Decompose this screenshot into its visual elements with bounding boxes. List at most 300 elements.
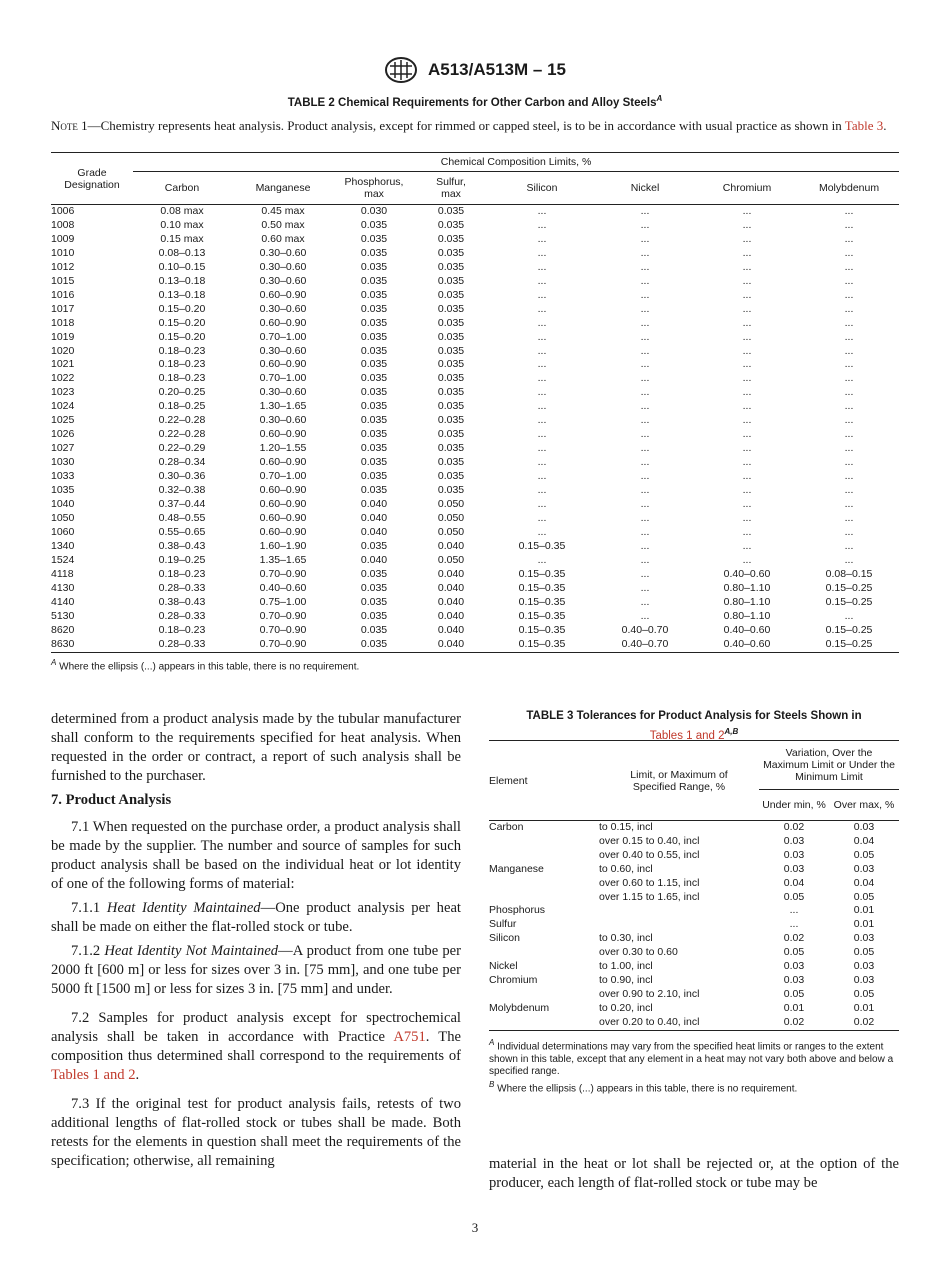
table-cell: 1030: [51, 456, 75, 469]
table-cell: ...: [537, 358, 547, 371]
table-cell: 0.15 max: [160, 232, 204, 245]
table-cell: to 0.15, incl: [599, 821, 653, 833]
astm-logo-icon: [384, 56, 418, 84]
table-cell: 0.03: [783, 834, 805, 847]
table-cell: 0.035: [360, 581, 388, 594]
table-cell: 0.05: [783, 890, 805, 903]
table-cell: ...: [537, 372, 547, 385]
table-cell: 0.40–0.60: [723, 623, 771, 636]
link-a751[interactable]: A751: [393, 1029, 426, 1045]
table-cell: 0.15–0.35: [518, 595, 566, 608]
table-cell: ...: [844, 316, 854, 329]
table-row: [51, 275, 899, 289]
table-row: [489, 891, 899, 905]
t3-foot-a-mark: A: [489, 1038, 495, 1047]
table-row: [51, 414, 899, 428]
table-cell: 0.20–0.25: [158, 386, 206, 399]
table-cell: 0.035: [360, 567, 388, 580]
table-cell: ...: [537, 511, 547, 524]
table-cell: 1524: [51, 553, 75, 566]
table-cell: [489, 891, 599, 905]
table-cell: 0.08–0.15: [825, 567, 873, 580]
table-cell: 0.30–0.60: [259, 246, 307, 259]
table-cell: ...: [640, 456, 650, 469]
table-cell: ...: [537, 205, 547, 217]
table-cell: [489, 877, 599, 891]
table-cell: ...: [537, 260, 547, 273]
table-cell: 0.15–0.20: [158, 302, 206, 315]
table-cell: over 1.15 to 1.65, incl: [599, 890, 700, 903]
table-cell: 0.05: [853, 946, 875, 959]
table-cell: ...: [742, 274, 752, 287]
table-row: [489, 877, 899, 891]
table-row: [489, 863, 899, 877]
table-cell: 0.18–0.23: [158, 372, 206, 385]
table-cell: 1035: [51, 484, 75, 497]
t3-foot-a-text: Individual determinations may vary from the specified heat limits or ranges to the extent shown in this table, except that any element in a heat may not vary both above and below a specified range.: [489, 1041, 894, 1078]
left-column: [51, 710, 461, 1176]
table-cell: ...: [640, 288, 650, 301]
table-cell: 0.60–0.90: [259, 288, 307, 301]
table-cell: 0.15–0.20: [158, 330, 206, 343]
table-cell: 0.60–0.90: [259, 511, 307, 524]
table-cell: 1021: [51, 358, 75, 371]
table-cell: 0.70–1.00: [259, 470, 307, 483]
table-cell: 0.01: [853, 918, 875, 931]
table-cell: 1012: [51, 260, 75, 273]
table-row: [51, 456, 899, 470]
table-cell: 0.28–0.33: [133, 638, 231, 652]
table-cell: ...: [640, 260, 650, 273]
table-cell: ...: [742, 218, 752, 231]
table-cell: ...: [640, 372, 650, 385]
table-cell: 0.035: [360, 456, 388, 469]
table-cell: 0.32–0.38: [158, 484, 206, 497]
table-row: [51, 219, 899, 233]
table-cell: 0.035: [360, 470, 388, 483]
table-row: [51, 345, 899, 359]
table-cell: 1006: [51, 205, 75, 217]
table-cell: ...: [742, 330, 752, 343]
table-row: [489, 932, 899, 946]
table-row: [489, 821, 899, 835]
table-cell: 0.035: [437, 386, 465, 399]
table-row: [489, 974, 899, 988]
table-cell: ...: [640, 205, 650, 217]
table-cell: 0.02: [829, 1016, 899, 1030]
col-sulfur: Sulfur, max: [413, 172, 489, 205]
table-cell: 0.035: [437, 274, 465, 287]
table-cell: [489, 835, 599, 849]
table-cell: ...: [844, 274, 854, 287]
table-cell: 1019: [51, 330, 75, 343]
table-cell: 0.035: [437, 232, 465, 245]
table-cell: 0.03: [783, 862, 805, 875]
table-row: [489, 1002, 899, 1016]
table-cell: 0.18–0.23: [158, 344, 206, 357]
table-cell: 0.10 max: [160, 218, 204, 231]
table-cell: ...: [537, 456, 547, 469]
table-cell: 0.035: [360, 344, 388, 357]
table-cell: 0.30–0.60: [259, 344, 307, 357]
table-cell: 0.50 max: [261, 218, 305, 231]
table-row: [489, 946, 899, 960]
table-cell: 1025: [51, 414, 75, 427]
table-row: [51, 638, 899, 652]
table-cell: 0.30–0.60: [259, 274, 307, 287]
table-cell: 0.035: [437, 470, 465, 483]
table3-title: [489, 709, 899, 744]
paragraph-7-1: 7.1 When requested on the purchase order, a product analysis shall be made by the supplier. The number and source of samples for such product analysis shall be based on the individual heat or lot identity of one of the following forms of material:: [51, 819, 461, 892]
table-cell: ...: [742, 400, 752, 413]
table-cell: ...: [742, 372, 752, 385]
table-row: [51, 261, 899, 275]
table-cell: 0.035: [360, 484, 388, 497]
table-cell: 0.15–0.25: [825, 581, 873, 594]
table-cell: ...: [844, 400, 854, 413]
table-cell: 0.03: [853, 973, 875, 986]
table-cell: 0.02: [783, 821, 805, 833]
table-cell: 0.035: [360, 246, 388, 259]
table-cell: ...: [844, 288, 854, 301]
table-cell: 0.04: [853, 834, 875, 847]
table-cell: 0.03: [783, 973, 805, 986]
table-cell: 0.03: [853, 932, 875, 945]
table-cell: 0.05: [783, 987, 805, 1000]
table-cell: 0.60–0.90: [259, 525, 307, 538]
table-cell: 0.035: [437, 456, 465, 469]
table-cell: 0.035: [437, 442, 465, 455]
table-cell: Molybdenum: [489, 1001, 550, 1014]
t3-foot-b-text: Where the ellipsis (...) appears in this table, there is no requirement.: [497, 1083, 798, 1095]
table3: [489, 740, 899, 1031]
table-cell: 0.035: [360, 232, 388, 245]
table-cell: 0.22–0.28: [158, 414, 206, 427]
table-cell: 0.28–0.34: [158, 456, 206, 469]
table-cell: ...: [640, 470, 650, 483]
table-cell: 0.60 max: [261, 232, 305, 245]
t3-foot-b-mark: B: [489, 1079, 495, 1089]
table-cell: 0.60–0.90: [259, 456, 307, 469]
table-cell: ...: [537, 386, 547, 399]
table-cell: ...: [537, 330, 547, 343]
table-cell: ...: [742, 288, 752, 301]
table-cell: ...: [789, 904, 799, 917]
table-cell: 0.040: [437, 623, 465, 636]
table-cell: ...: [640, 218, 650, 231]
table-cell: ...: [742, 358, 752, 371]
table-row: [51, 358, 899, 372]
table-row: [51, 428, 899, 442]
t3-footnote-b: [489, 1079, 899, 1096]
table-cell: ...: [742, 498, 752, 511]
table-cell: ...: [640, 511, 650, 524]
table-cell: ...: [640, 498, 650, 511]
table-cell: ...: [640, 567, 650, 580]
table-row: [51, 470, 899, 484]
table-cell: ...: [742, 553, 752, 566]
col-nickel: Nickel: [595, 172, 695, 205]
table-cell: 0.30–0.60: [259, 414, 307, 427]
table-cell: 0.22–0.28: [158, 428, 206, 441]
table-cell: 0.18–0.25: [158, 400, 206, 413]
col-chromium: Chromium: [695, 172, 799, 205]
table-cell: ...: [537, 232, 547, 245]
table3-title-link[interactable]: Tables 1 and 2: [649, 729, 725, 742]
table-cell: ...: [640, 414, 650, 427]
table-cell: ...: [537, 484, 547, 497]
table-cell: ...: [742, 344, 752, 357]
table-row: [489, 904, 899, 918]
table-row: [51, 624, 899, 638]
footnote-text: Where the ellipsis (...) appears in this table, there is no requirement.: [59, 661, 360, 673]
table-cell: ...: [844, 456, 854, 469]
table-cell: 1.60–1.90: [259, 539, 307, 552]
table-cell: 0.08–0.13: [158, 246, 206, 259]
paragraph-7-3: 7.3 If the original test for product analysis fails, retests of two additional lengths of flat-rolled stock or tubes shall be made. Both retests for the elements in question shall meet the requirements of the specification; otherwise, all remaining: [51, 1096, 461, 1169]
table-cell: ...: [640, 386, 650, 399]
text-7-2-b: . The composition thus determined shall correspond to the requirements of: [51, 1029, 461, 1064]
table-cell: 0.03: [853, 960, 875, 973]
table-cell: ...: [742, 511, 752, 524]
table-cell: 0.035: [360, 386, 388, 399]
table-row: [51, 596, 899, 610]
table-cell: 0.15–0.35: [518, 623, 566, 636]
table-cell: ...: [789, 918, 799, 931]
table-cell: 1017: [51, 302, 75, 315]
table-cell: to 0.90, incl: [599, 973, 653, 986]
table-cell: ...: [640, 442, 650, 455]
table-cell: 0.15–0.35: [518, 539, 566, 552]
table-cell: 0.08 max: [160, 205, 204, 217]
table-cell: 0.035: [360, 358, 388, 371]
table-cell: 0.035: [437, 330, 465, 343]
table-cell: ...: [844, 218, 854, 231]
table-cell: [599, 918, 759, 932]
table-cell: ...: [844, 414, 854, 427]
table-row: [51, 526, 899, 540]
table-row: [51, 205, 899, 219]
note-end: .: [883, 118, 887, 133]
table-cell: to 0.60, incl: [599, 862, 653, 875]
table-cell: ...: [844, 442, 854, 455]
table-cell: Silicon: [489, 932, 520, 945]
table-cell: 0.050: [437, 511, 465, 524]
table-cell: to 1.00, incl: [599, 960, 653, 973]
table-cell: ...: [537, 218, 547, 231]
table-cell: 0.30–0.60: [259, 386, 307, 399]
table-cell: 0.035: [437, 400, 465, 413]
table-cell: [489, 849, 599, 863]
table-cell: 0.18–0.23: [158, 623, 206, 636]
table-row: [51, 317, 899, 331]
table-cell: 1020: [51, 344, 75, 357]
table-cell: [489, 946, 599, 960]
table-row: [51, 610, 899, 624]
table-row: [51, 386, 899, 400]
table-cell: 1009: [51, 232, 75, 245]
table-cell: ...: [742, 456, 752, 469]
table-cell: [599, 904, 759, 918]
table-cell: 0.15–0.20: [158, 316, 206, 329]
table2-footnote: [51, 658, 359, 672]
table-row: [489, 918, 899, 932]
table-row: [51, 331, 899, 345]
table-cell: 8630: [51, 638, 133, 652]
table-cell: ...: [640, 400, 650, 413]
table-row: [51, 540, 899, 554]
table-cell: ...: [537, 316, 547, 329]
table-cell: 0.035: [360, 623, 388, 636]
table-cell: 0.13–0.18: [158, 288, 206, 301]
header-composition: Chemical Composition Limits, %: [133, 153, 899, 172]
table-cell: ...: [640, 525, 650, 538]
paragraph-continued: determined from a product analysis made by the tubular manufacturer shall conform to the requirements specified for heat analysis. When requested in the order or contract, a report of such analysis shall be furnished to the purchaser.: [51, 711, 461, 784]
table-cell: 0.035: [437, 246, 465, 259]
table-cell: 0.02: [759, 1016, 829, 1030]
table-cell: 0.15–0.25: [825, 595, 873, 608]
table-cell: ...: [537, 274, 547, 287]
table-cell: 1024: [51, 400, 75, 413]
table-cell: ...: [640, 316, 650, 329]
em-7-1-1: Heat Identity Maintained: [106, 900, 261, 916]
paragraph-7-2: [51, 1009, 461, 1085]
t3-header-variation: Variation, Over the Maximum Limit or Under the Minimum Limit: [759, 741, 899, 790]
right-column-text: material in the heat or lot shall be rejected or, at the option of the producer, each length of flat-rolled stock or tube may be: [489, 1156, 899, 1191]
table-cell: 0.035: [437, 260, 465, 273]
table-cell: 0.70–0.90: [231, 638, 335, 652]
table-cell: ...: [537, 498, 547, 511]
table-cell: ...: [742, 484, 752, 497]
table-cell: 0.040: [413, 638, 489, 652]
table-cell: ...: [742, 260, 752, 273]
num-7-1-2: 7.1.2: [71, 943, 105, 959]
table-cell: 0.040: [437, 539, 465, 552]
table-cell: ...: [844, 539, 854, 552]
table2-body: [51, 205, 899, 653]
table-cell: ...: [640, 330, 650, 343]
table-cell: ...: [537, 470, 547, 483]
col-phosphorus: Phosphorus, max: [335, 172, 413, 205]
table-cell: 4140: [51, 595, 75, 608]
note-link-table3[interactable]: Table 3: [844, 118, 884, 133]
header-grade: Grade Designation: [51, 153, 133, 205]
table-cell: ...: [537, 553, 547, 566]
table3-title-sup: A,B: [724, 727, 739, 736]
table-cell: ...: [640, 428, 650, 441]
table-cell: 0.035: [360, 302, 388, 315]
table-cell: ...: [844, 470, 854, 483]
table-cell: ...: [742, 428, 752, 441]
table-cell: 0.18–0.23: [158, 358, 206, 371]
table-cell: ...: [640, 484, 650, 497]
table-cell: 4118: [51, 567, 74, 580]
table-cell: 0.28–0.33: [158, 609, 206, 622]
table-cell: ...: [537, 442, 547, 455]
table-cell: 0.035: [437, 205, 465, 217]
table-cell: ...: [844, 498, 854, 511]
col-manganese: Manganese: [231, 172, 335, 205]
table-cell: 0.035: [360, 428, 388, 441]
table-cell: ...: [742, 525, 752, 538]
table-cell: ...: [742, 246, 752, 259]
table-cell: 0.050: [437, 525, 465, 538]
table-cell: Chromium: [489, 973, 538, 986]
table-cell: 0.035: [360, 372, 388, 385]
table-cell: 0.80–1.10: [723, 581, 771, 594]
table-cell: 0.03: [783, 848, 805, 861]
table-cell: 1.35–1.65: [259, 553, 307, 566]
table3-footnotes: [489, 1037, 899, 1096]
table-cell: ...: [537, 302, 547, 315]
table-cell: 0.02: [783, 932, 805, 945]
table-cell: ...: [844, 386, 854, 399]
table-cell: 1018: [51, 316, 75, 329]
table-cell: 0.37–0.44: [158, 498, 206, 511]
footnote-mark: A: [51, 658, 57, 667]
link-tables-1-2[interactable]: Tables 1 and 2: [51, 1067, 136, 1083]
table-cell: Nickel: [489, 960, 518, 973]
table-cell: ...: [844, 553, 854, 566]
table-cell: Sulfur: [489, 918, 517, 931]
table-cell: 0.60–0.90: [259, 498, 307, 511]
table-cell: ...: [844, 428, 854, 441]
table-cell: over 0.15 to 0.40, incl: [599, 834, 700, 847]
table-cell: ...: [640, 344, 650, 357]
table-cell: ...: [537, 525, 547, 538]
table-cell: 0.70–0.90: [259, 609, 307, 622]
table-cell: 0.040: [360, 553, 388, 566]
table-cell: 0.30–0.60: [259, 302, 307, 315]
table3-title-text: TABLE 3 Tolerances for Product Analysis for Steels Shown in: [526, 710, 862, 722]
table-cell: to 0.30, incl: [599, 932, 653, 945]
table-cell: ...: [844, 525, 854, 538]
table-row: [51, 484, 899, 498]
table-cell: ...: [537, 246, 547, 259]
col-carbon: Carbon: [133, 172, 231, 205]
table-cell: 1026: [51, 428, 75, 441]
table-cell: 0.40–0.60: [259, 581, 307, 594]
table-cell: 0.05: [853, 987, 875, 1000]
table-cell: Phosphorus: [489, 904, 546, 917]
table-cell: 0.60–0.90: [259, 358, 307, 371]
table-cell: 0.035: [335, 638, 413, 652]
table-cell: 0.035: [437, 358, 465, 371]
table-cell: 0.01: [853, 904, 875, 917]
table-cell: 0.05: [853, 890, 875, 903]
table-cell: ...: [640, 609, 650, 622]
table-cell: 0.28–0.33: [158, 581, 206, 594]
table3-body: [489, 821, 899, 1031]
table-cell: ...: [844, 372, 854, 385]
table-cell: 0.035: [360, 288, 388, 301]
table-row: [51, 233, 899, 247]
table-cell: 0.035: [360, 316, 388, 329]
table-cell: 0.70–1.00: [259, 372, 307, 385]
text-7-2-c: .: [135, 1067, 140, 1083]
table-cell: 0.040: [360, 525, 388, 538]
table-cell: 0.38–0.43: [158, 539, 206, 552]
table-cell: 1.30–1.65: [259, 400, 307, 413]
table-cell: 1050: [51, 511, 75, 524]
table-cell: ...: [742, 386, 752, 399]
table-cell: 0.13–0.18: [158, 274, 206, 287]
table-cell: ...: [844, 344, 854, 357]
table-cell: 0.70–0.90: [259, 623, 307, 636]
table-row: [489, 960, 899, 974]
table-row: [51, 372, 899, 386]
table-cell: 0.05: [853, 848, 875, 861]
